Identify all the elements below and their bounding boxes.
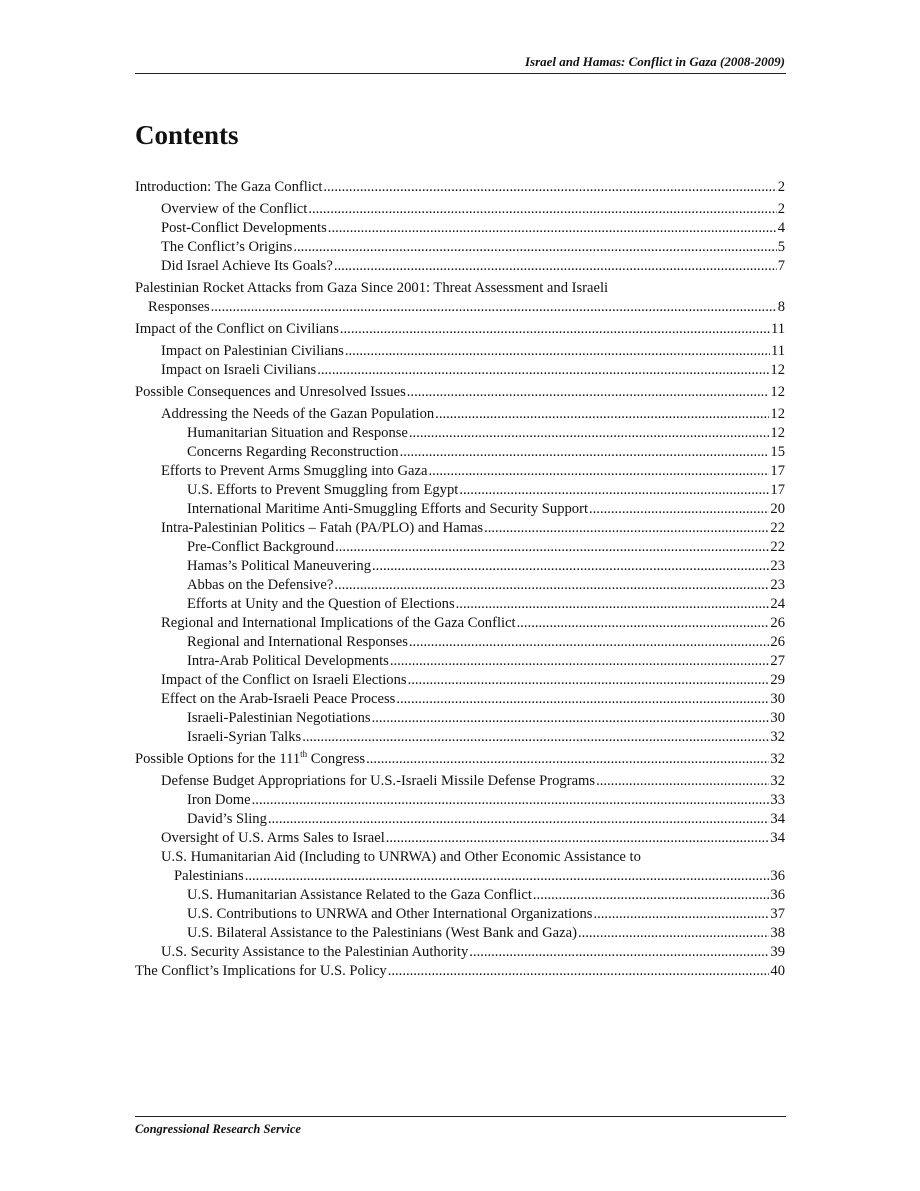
toc-entry-page: 5 (777, 239, 785, 255)
dot-leader (317, 361, 769, 380)
dot-leader (390, 652, 770, 671)
toc-entry-page: 17 (770, 463, 785, 479)
toc-entry-title: David’s Sling (187, 811, 267, 827)
toc-entry-page: 12 (770, 425, 785, 441)
toc-entry-title-line-2: Palestinians (174, 868, 244, 884)
toc-entry[interactable] (135, 383, 785, 402)
toc-entry-page: 29 (770, 672, 785, 688)
toc-entry[interactable] (135, 810, 785, 829)
dot-leader (372, 557, 769, 576)
toc-entry-title: Humanitarian Situation and Response (187, 425, 408, 441)
toc-entry[interactable] (135, 178, 785, 197)
toc-entry-page: 11 (770, 321, 785, 337)
toc-entry[interactable] (135, 257, 785, 276)
toc-entry-page: 32 (770, 729, 785, 745)
header-rule (135, 73, 786, 74)
toc-entry[interactable] (135, 750, 785, 769)
toc-entry[interactable] (135, 924, 785, 943)
toc-entry-title: Impact on Palestinian Civilians (161, 343, 344, 359)
toc-entry-page: 37 (770, 906, 785, 922)
toc-entry[interactable] (135, 481, 785, 500)
toc-entry-title: U.S. Efforts to Prevent Smuggling from Egypt (187, 482, 459, 498)
toc-entry-page: 15 (770, 444, 785, 460)
toc-entry[interactable] (135, 538, 785, 557)
dot-leader (428, 462, 769, 481)
dot-leader (589, 500, 769, 519)
toc-entry-page: 33 (770, 792, 785, 808)
toc-entry[interactable] (135, 576, 785, 595)
toc-entry-page: 2 (777, 179, 785, 195)
toc-entry-page: 23 (770, 558, 785, 574)
toc-entry-page: 26 (770, 615, 785, 631)
toc-entry[interactable] (135, 279, 785, 317)
toc-entry-page: 12 (770, 406, 785, 422)
toc-entry-page: 20 (770, 501, 785, 517)
toc-entry-title: Post-Conflict Developments (161, 220, 327, 236)
table-of-contents (135, 178, 785, 981)
toc-entry-title: U.S. Security Assistance to the Palestinian Authority (161, 944, 469, 960)
toc-entry-title-line-1: Palestinian Rocket Attacks from Gaza Since 2001: Threat Assessment and Israeli (135, 280, 609, 296)
dot-leader (335, 538, 769, 557)
dot-leader (469, 943, 769, 962)
dot-leader (596, 772, 769, 791)
toc-entry-title: Impact of the Conflict on Israeli Elections (161, 672, 407, 688)
toc-entry[interactable] (135, 361, 785, 380)
toc-entry[interactable] (135, 728, 785, 747)
dot-leader (407, 383, 770, 402)
toc-entry[interactable] (135, 424, 785, 443)
toc-entry[interactable] (135, 443, 785, 462)
toc-entry-title: U.S. Contributions to UNRWA and Other International Organizations (187, 906, 593, 922)
dot-leader (328, 219, 777, 238)
toc-entry-page: 30 (770, 691, 785, 707)
toc-entry[interactable] (135, 342, 785, 361)
dot-leader (334, 257, 777, 276)
toc-entry-title: Intra-Arab Political Developments (187, 653, 389, 669)
ordinal-suffix: th (300, 749, 308, 760)
toc-entry-page: 34 (770, 811, 785, 827)
toc-entry-page: 23 (770, 577, 785, 593)
dot-leader (345, 342, 770, 361)
toc-entry[interactable] (135, 462, 785, 481)
toc-entry[interactable] (135, 238, 785, 257)
toc-entry[interactable] (135, 405, 785, 424)
toc-entry[interactable] (135, 595, 785, 614)
toc-entry[interactable] (135, 709, 785, 728)
dot-leader (334, 576, 769, 595)
toc-entry-title: Impact of the Conflict on Civilians (135, 321, 339, 337)
toc-entry[interactable] (135, 829, 785, 848)
dot-leader (252, 791, 770, 810)
toc-entry-title: Israeli-Palestinian Negotiations (187, 710, 371, 726)
toc-entry-page: 4 (777, 220, 785, 236)
toc-entry-title: Oversight of U.S. Arms Sales to Israel (161, 830, 385, 846)
toc-entry-page: 38 (770, 925, 785, 941)
toc-entry-page: 39 (770, 944, 785, 960)
toc-entry[interactable] (135, 519, 785, 538)
toc-entry-title-line-1: U.S. Humanitarian Aid (Including to UNRWA) and Other Economic Assistance to (161, 849, 641, 865)
toc-entry-title: The Conflict’s Origins (161, 239, 293, 255)
toc-entry-page: 40 (770, 963, 785, 979)
toc-entry-page: 32 (770, 751, 785, 767)
toc-entry-title-line-2: Responses (148, 299, 210, 315)
toc-entry-page: 2 (777, 201, 785, 217)
toc-entry-title: Defense Budget Appropriations for U.S.-Israeli Missile Defense Programs (161, 773, 596, 789)
toc-entry-title: International Maritime Anti-Smuggling Efforts and Security Support (187, 501, 588, 517)
toc-entry-title: Regional and International Responses (187, 634, 408, 650)
toc-entry-page: 22 (770, 520, 785, 536)
toc-entry-page: 11 (770, 343, 785, 359)
toc-entry-page: 12 (770, 384, 785, 400)
dot-leader (578, 924, 769, 943)
toc-entry[interactable] (135, 200, 785, 219)
toc-entry[interactable] (135, 848, 785, 886)
dot-leader (484, 519, 769, 538)
toc-entry[interactable] (135, 905, 785, 924)
dot-leader (400, 443, 770, 462)
toc-entry-title: Addressing the Needs of the Gazan Population (161, 406, 435, 422)
dot-leader (308, 200, 776, 219)
toc-entry-title: Impact on Israeli Civilians (161, 362, 317, 378)
toc-entry-page: 17 (770, 482, 785, 498)
dot-leader (340, 320, 770, 339)
dot-leader (366, 750, 769, 769)
dot-leader (593, 905, 769, 924)
toc-entry-title: Overview of the Conflict (161, 201, 308, 217)
toc-entry[interactable] (135, 690, 785, 709)
toc-entry-page: 34 (770, 830, 785, 846)
toc-entry[interactable] (135, 671, 785, 690)
toc-entry-title: Intra-Palestinian Politics – Fatah (PA/PLO) and Hamas (161, 520, 484, 536)
toc-entry-title: Pre-Conflict Background (187, 539, 335, 555)
toc-entry-page: 32 (770, 773, 785, 789)
toc-entry-page: 30 (770, 710, 785, 726)
toc-entry[interactable] (135, 772, 785, 791)
toc-entry-title: U.S. Humanitarian Assistance Related to the Gaza Conflict (187, 887, 532, 903)
toc-entry[interactable] (135, 791, 785, 810)
toc-entry-title: The Conflict’s Implications for U.S. Policy (135, 963, 387, 979)
toc-entry[interactable] (135, 614, 785, 633)
toc-entry-title: Efforts to Prevent Arms Smuggling into Gaza (161, 463, 428, 479)
toc-entry-page: 27 (770, 653, 785, 669)
toc-entry-page: 8 (777, 299, 785, 315)
toc-entry-page: 26 (770, 634, 785, 650)
dot-leader (386, 829, 770, 848)
toc-entry-page: 36 (770, 868, 785, 884)
page-title: Contents (135, 120, 239, 150)
toc-entry-title: Efforts at Unity and the Question of Elections (187, 596, 455, 612)
footer-rule (135, 1116, 786, 1117)
dot-leader (268, 810, 770, 829)
toc-entry[interactable] (135, 943, 785, 962)
dot-leader (459, 481, 769, 500)
toc-entry[interactable] (135, 219, 785, 238)
toc-entry-title-main: Possible Options for the 111 (135, 751, 301, 767)
toc-entry-page: 12 (770, 362, 785, 378)
dot-leader (245, 867, 770, 886)
dot-leader (323, 178, 776, 197)
dot-leader (388, 962, 770, 981)
dot-leader (293, 238, 776, 257)
toc-entry-title: Did Israel Achieve Its Goals? (161, 258, 333, 274)
toc-entry-page: 22 (770, 539, 785, 555)
toc-entry-title: Effect on the Arab-Israeli Peace Process (161, 691, 396, 707)
dot-leader (408, 671, 770, 690)
toc-entry[interactable] (135, 962, 785, 981)
dot-leader (517, 614, 770, 633)
dot-leader (409, 424, 770, 443)
toc-entry-page: 24 (770, 596, 785, 612)
dot-leader (372, 709, 770, 728)
toc-entry-title: Possible Consequences and Unresolved Issues (135, 384, 406, 400)
toc-entry-title: Hamas’s Political Maneuvering (187, 558, 372, 574)
toc-entry[interactable] (135, 633, 785, 652)
toc-entry-title: U.S. Bilateral Assistance to the Palestinians (West Bank and Gaza) (187, 925, 577, 941)
dot-leader (396, 690, 769, 709)
toc-entry-title: Iron Dome (187, 792, 251, 808)
running-footer: Congressional Research Service (135, 1122, 301, 1136)
toc-entry[interactable] (135, 886, 785, 905)
toc-entry-title: Abbas on the Defensive? (187, 577, 334, 593)
dot-leader (302, 728, 769, 747)
dot-leader (435, 405, 769, 424)
toc-entry-title (135, 750, 365, 769)
toc-entry[interactable] (135, 500, 785, 519)
toc-entry-title: Concerns Regarding Reconstruction (187, 444, 399, 460)
toc-entry[interactable] (135, 320, 785, 339)
toc-entry-page: 7 (777, 258, 785, 274)
toc-entry-title-end: Congress (307, 751, 366, 767)
dot-leader (533, 886, 770, 905)
toc-entry[interactable] (135, 652, 785, 671)
running-header: Israel and Hamas: Conflict in Gaza (2008-2009) (524, 54, 785, 69)
toc-entry-page: 36 (770, 887, 785, 903)
toc-entry-title: Israeli-Syrian Talks (187, 729, 302, 745)
toc-entry-title: Regional and International Implications of the Gaza Conflict (161, 615, 516, 631)
toc-entry-title: Introduction: The Gaza Conflict (135, 179, 323, 195)
dot-leader (211, 298, 777, 317)
toc-entry[interactable] (135, 557, 785, 576)
dot-leader (409, 633, 770, 652)
dot-leader (456, 595, 770, 614)
